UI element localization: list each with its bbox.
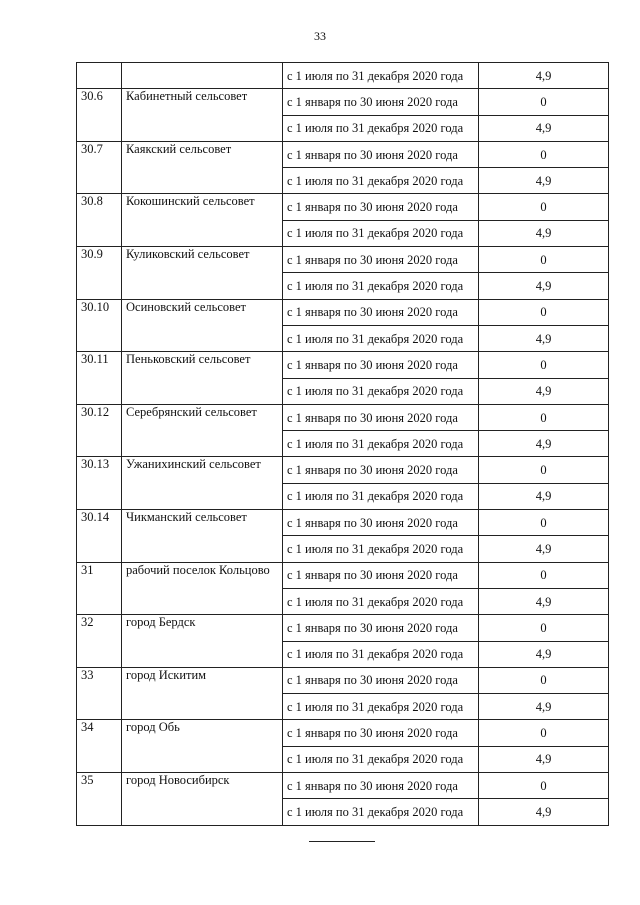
period-second-half: с 1 июля по 31 декабря 2020 года xyxy=(283,115,479,141)
row-number: 30.9 xyxy=(77,247,122,300)
value-second-half: 4,9 xyxy=(479,431,609,457)
row-number: 32 xyxy=(77,615,122,668)
row-number-cell xyxy=(77,63,122,89)
period-second-half: с 1 июля по 31 декабря 2020 года xyxy=(283,431,479,457)
municipality-name: Кабинетный сельсовет xyxy=(122,89,283,142)
period-cell: с 1 июля по 31 декабря 2020 года xyxy=(283,63,479,89)
table-row xyxy=(77,562,609,588)
row-number: 30.14 xyxy=(77,510,122,563)
value-first-half: 0 xyxy=(479,510,609,536)
row-number: 30.12 xyxy=(77,404,122,457)
municipality-name: Серебрянский сельсовет xyxy=(122,404,283,457)
value-first-half: 0 xyxy=(479,141,609,167)
period-first-half: с 1 января по 30 июня 2020 года xyxy=(283,404,479,430)
table-row xyxy=(77,667,609,693)
period-second-half: с 1 июля по 31 декабря 2020 года xyxy=(283,536,479,562)
municipality-name-cell xyxy=(122,63,283,89)
municipality-name: Каякский сельсовет xyxy=(122,141,283,194)
table-row xyxy=(77,194,609,220)
row-number: 30.7 xyxy=(77,141,122,194)
municipality-name: Кокошинский сельсовет xyxy=(122,194,283,247)
value-first-half: 0 xyxy=(479,615,609,641)
table-row xyxy=(77,720,609,746)
value-first-half: 0 xyxy=(479,194,609,220)
municipality-name: Осиновский сельсовет xyxy=(122,299,283,352)
value-second-half: 4,9 xyxy=(479,799,609,825)
table-row xyxy=(77,457,609,483)
value-second-half: 4,9 xyxy=(479,168,609,194)
table-row xyxy=(77,510,609,536)
value-first-half: 0 xyxy=(479,720,609,746)
period-first-half: с 1 января по 30 июня 2020 года xyxy=(283,720,479,746)
row-number: 30.11 xyxy=(77,352,122,405)
value-second-half: 4,9 xyxy=(479,378,609,404)
value-first-half: 0 xyxy=(479,457,609,483)
row-number: 35 xyxy=(77,773,122,826)
period-second-half: с 1 июля по 31 декабря 2020 года xyxy=(283,273,479,299)
tariff-table xyxy=(76,62,609,826)
period-second-half: с 1 июля по 31 декабря 2020 года xyxy=(283,378,479,404)
value-first-half: 0 xyxy=(479,352,609,378)
period-first-half: с 1 января по 30 июня 2020 года xyxy=(283,352,479,378)
period-second-half: с 1 июля по 31 декабря 2020 года xyxy=(283,483,479,509)
period-first-half: с 1 января по 30 июня 2020 года xyxy=(283,141,479,167)
value-second-half: 4,9 xyxy=(479,220,609,246)
row-number: 30.13 xyxy=(77,457,122,510)
row-number: 31 xyxy=(77,562,122,615)
period-first-half: с 1 января по 30 июня 2020 года xyxy=(283,457,479,483)
period-first-half: с 1 января по 30 июня 2020 года xyxy=(283,510,479,536)
period-first-half: с 1 января по 30 июня 2020 года xyxy=(283,247,479,273)
row-number: 30.10 xyxy=(77,299,122,352)
municipality-name: город Обь xyxy=(122,720,283,773)
value-first-half: 0 xyxy=(479,667,609,693)
table-row xyxy=(77,404,609,430)
municipality-name: город Новосибирск xyxy=(122,773,283,826)
table-row xyxy=(77,615,609,641)
municipality-name: Пеньковский сельсовет xyxy=(122,352,283,405)
value-second-half: 4,9 xyxy=(479,588,609,614)
period-second-half: с 1 июля по 31 декабря 2020 года xyxy=(283,694,479,720)
page-number: 33 xyxy=(314,29,326,43)
municipality-name: Ужанихинский сельсовет xyxy=(122,457,283,510)
value-second-half: 4,9 xyxy=(479,536,609,562)
value-second-half: 4,9 xyxy=(479,115,609,141)
value-second-half: 4,9 xyxy=(479,694,609,720)
value-first-half: 0 xyxy=(479,89,609,115)
value-first-half: 0 xyxy=(479,247,609,273)
period-second-half: с 1 июля по 31 декабря 2020 года xyxy=(283,220,479,246)
period-second-half: с 1 июля по 31 декабря 2020 года xyxy=(283,746,479,772)
period-first-half: с 1 января по 30 июня 2020 года xyxy=(283,562,479,588)
table-row xyxy=(77,89,609,115)
value-first-half: 0 xyxy=(479,773,609,799)
value-second-half: 4,9 xyxy=(479,273,609,299)
municipality-name: Чикманский сельсовет xyxy=(122,510,283,563)
municipality-name: город Искитим xyxy=(122,667,283,720)
footer-divider xyxy=(309,841,375,842)
value-second-half: 4,9 xyxy=(479,483,609,509)
row-number: 34 xyxy=(77,720,122,773)
table-row xyxy=(77,247,609,273)
table-row xyxy=(77,773,609,799)
period-second-half: с 1 июля по 31 декабря 2020 года xyxy=(283,168,479,194)
period-first-half: с 1 января по 30 июня 2020 года xyxy=(283,615,479,641)
table-row-continued xyxy=(77,63,609,89)
period-second-half: с 1 июля по 31 декабря 2020 года xyxy=(283,799,479,825)
value-cell: 4,9 xyxy=(479,63,609,89)
period-second-half: с 1 июля по 31 декабря 2020 года xyxy=(283,588,479,614)
row-number: 30.6 xyxy=(77,89,122,142)
municipality-name: город Бердск xyxy=(122,615,283,668)
value-first-half: 0 xyxy=(479,404,609,430)
period-first-half: с 1 января по 30 июня 2020 года xyxy=(283,667,479,693)
row-number: 30.8 xyxy=(77,194,122,247)
value-first-half: 0 xyxy=(479,299,609,325)
value-second-half: 4,9 xyxy=(479,641,609,667)
table-body xyxy=(77,63,609,826)
table-row xyxy=(77,299,609,325)
table-row xyxy=(77,352,609,378)
row-number: 33 xyxy=(77,667,122,720)
period-second-half: с 1 июля по 31 декабря 2020 года xyxy=(283,641,479,667)
municipality-name: рабочий поселок Кольцово xyxy=(122,562,283,615)
value-first-half: 0 xyxy=(479,562,609,588)
period-first-half: с 1 января по 30 июня 2020 года xyxy=(283,299,479,325)
value-second-half: 4,9 xyxy=(479,746,609,772)
value-second-half: 4,9 xyxy=(479,325,609,351)
table-row xyxy=(77,141,609,167)
period-first-half: с 1 января по 30 июня 2020 года xyxy=(283,194,479,220)
municipality-name: Куликовский сельсовет xyxy=(122,247,283,300)
period-second-half: с 1 июля по 31 декабря 2020 года xyxy=(283,325,479,351)
period-first-half: с 1 января по 30 июня 2020 года xyxy=(283,89,479,115)
period-first-half: с 1 января по 30 июня 2020 года xyxy=(283,773,479,799)
